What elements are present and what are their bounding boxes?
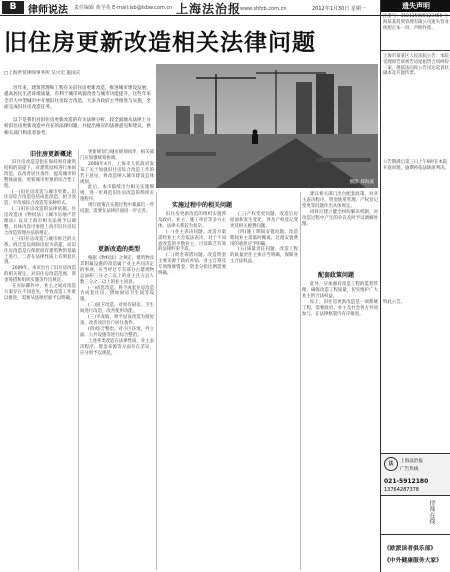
ad-logo: 法	[384, 457, 398, 471]
column-paragraph: 上述各类改造在法律性质、业主表决程序、资金来源等方面存在差异，应分别予以规范。	[80, 338, 154, 356]
section-title: 律师说法	[28, 5, 68, 16]
column-paragraph: (二)资金筹措问题。改造资金主要来源于政府补贴、业主自筹及专项维修资金，资金分担比例需要明确。	[158, 253, 226, 277]
sidebar-bottom-item: 《中外健康服务大家》	[384, 558, 442, 564]
column-paragraph: 旧住房改造是指在保持原有建筑结构的前提下，对建筑结构进行加固改造，以改善居住条件，提高城市的整体面貌，更新城市形象的综合性工程。	[4, 160, 76, 189]
column-paragraph: 同时应建立健全纠纷解决机制，对改造过程中产生的争议及时予以调解处理。	[302, 209, 378, 227]
article-column-2b	[80, 256, 154, 570]
column-paragraph: (三)产权变更问题。改造后房屋面积发生变化，涉及产权登记变更及相关税费问题。	[230, 212, 298, 229]
column-paragraph: (四)施工期间安置问题。改造期间业主需临时搬离，过渡安置费用的承担应予明确。	[230, 229, 298, 247]
column-paragraph: (三)平改坡。将平屋顶改造为坡屋顶，改善顶层住户居住条件。	[80, 315, 154, 326]
column-paragraph: (三)旧住房改造与城市拆迁的关系。拆迁是以拆除房屋为前提，而旧住房改造是在保留原有建筑物的基础上进行，二者在法律性质上有明显区别。	[4, 236, 76, 266]
notice-heading: 遗失声明	[381, 0, 450, 12]
construction-site-image	[156, 64, 378, 188]
column-paragraph: (一)旧住房改造与城市更新。旧住房综合改造包括成套改造、厨卫改造、平改坡综合改造等多种形式。	[4, 189, 76, 207]
editor-meta: 责任编辑 黄学英 E-mail:lsb@lsbw.com.cn	[74, 5, 173, 11]
column-paragraph: 旧住房更新改造的组织实施涉及政府、业主、施工单位等多方主体，法律关系较为复杂。	[158, 212, 226, 229]
sidebar-bottom-item: 《欧派读者俱乐部》	[384, 546, 437, 552]
column-paragraph: 建议相关部门出台配套政策，对业主表决程序、资金使用管理、产权登记变更等问题作出具体规定。	[302, 192, 378, 209]
column-paragraph: (五)质量责任问题。改造工程的质量责任主体应当明确，保障业主合法权益。	[230, 247, 298, 265]
article-photo	[156, 64, 378, 188]
sidebar-bottom-box	[381, 534, 450, 572]
advertisement-box	[381, 453, 450, 496]
ad-line: 广告热线	[400, 467, 419, 472]
newspaper-url: www.shfzb.com.cn	[240, 6, 287, 12]
column-paragraph: 此后，本市陆续出台相关实施细则，进一步规范旧住房改造的组织实施程序。	[80, 185, 154, 203]
notice-body: 注册号：310115000123456 上海某某投资管理有限公司遗失营业执照正本一份，声明作废。	[383, 14, 449, 31]
column-paragraph: 2008年4月，上海市人民政府发布了关于加强旧住房综合改造工作的若干意见，将改造纳入城市建设总体规划。	[80, 161, 154, 185]
article-column-2	[80, 150, 154, 240]
column-paragraph: (一)成套改造。将不成套住房改造为成套住房，增加厨房卫生间等设施。	[80, 285, 154, 303]
lead-paragraph: 近年来，建筑管理和工程有关旧住房更新改造，推进城市建设发展，提高居民生活环境质量，有利于城市风貌改善与城市功能提升。这些年来全市大中型城市中开展旧住房综合改造，大多为政府主导推进与实施，全面完成旧住房改造任务。	[4, 86, 152, 111]
column-paragraph: 2009年，本市出台了旧住房改造的相关规定，对旧住房改造范围、资金筹措和组织实施等作出规定。	[4, 266, 76, 284]
subhead-types: 更新改造的类型	[98, 246, 141, 253]
section-badge: B	[2, 1, 24, 14]
column-paragraph: (二)旧住房改造的法律依据。住房改造由《物权法》《城市房地产管理法》以及上海市相关法规予以调整，具体内容可参照上海市旧住房综合改造管理办法的规定。	[4, 207, 76, 236]
column-divider	[156, 192, 157, 570]
column-paragraph: 更新规划与城市规划同步，相关部门应加强统筹协调。	[80, 150, 154, 161]
sidebar-stamp-text: 律师在线	[428, 500, 435, 524]
column-divider	[300, 192, 301, 570]
subhead-implementation: 实施过程中的相关问题	[172, 202, 233, 209]
column-paragraph: (四)综合整治。对小区环境、外立面、公共设施等进行综合整治。	[80, 326, 154, 338]
article-column-1	[4, 160, 76, 570]
column-paragraph: (一)业主表决问题。改造方案需经业主大会依法表决，对于不同意改造的少数业主，目前缺乏有效的法律约束手段。	[158, 229, 226, 253]
sidebar-text: 上海市某某区人民法院公告：本院受理原告诉被告房屋租赁合同纠纷一案，现依法向你公告送达起诉状副本及开庭传票。	[383, 54, 449, 77]
lead-paragraph: 以下是我们对旧住房更新改造的有关法律分析，较全面地从法律上分析旧住房更新改造中存在的法律问题，并提出相应的法律意见和建议，供相关部门和读者参考。	[4, 118, 152, 136]
article-column-4	[302, 192, 378, 272]
subhead-overview: 旧住房更新概述	[30, 151, 73, 158]
ad-phone: 021-5912180	[384, 478, 429, 485]
ad-line: 上海法治报	[400, 459, 423, 464]
column-divider	[78, 150, 79, 570]
article-headline: 旧住房更新改造相关法律问题	[4, 30, 316, 56]
subhead-policy: 配套政策问题	[318, 272, 355, 279]
sidebar-text: 特此公告。	[383, 300, 405, 305]
column-paragraph: 根据《物权法》之规定，建筑物及其附属设施的改造属于业主共同决定的事项，应当经过专有部分占建筑物总面积三分之二以上的业主且占总人数三分之二以上的业主同意。	[80, 256, 154, 285]
ad-phone-mobile: 13764287378	[384, 487, 419, 493]
column-paragraph: 此外，应加强对改造工程的监督管理，确保改造工程质量，切实维护广大业主的合法权益。	[302, 282, 378, 299]
column-paragraph: 现行政策在实施过程中暴露出一些问题，需要在法律层面进一步完善。	[80, 203, 154, 215]
article-column-3	[158, 212, 298, 570]
column-paragraph: (二)厨卫改造。对原有厨房、卫生间进行改造，改善使用功能。	[80, 303, 154, 315]
sidebar-divider	[381, 50, 450, 51]
newspaper-masthead: 上海法治报	[176, 2, 242, 16]
article-column-4b	[302, 282, 378, 570]
sidebar-text: 公告期满后第三日上午9时在本院开庭审理，逾期将依法缺席判决。	[383, 160, 449, 171]
column-paragraph: 在实际操作中，业主之间对改造方案存在不同意见，导致改造工作难以推进，需要从法律层面予以明确。	[4, 284, 76, 301]
issue-date: 2012年1月30日 星期一	[312, 6, 366, 12]
column-paragraph: 综上，旧住房更新改造是一项系统工程，需要政府、业主及社会各方共同参与，在法律框架内有序推进。	[302, 299, 378, 317]
right-sidebar	[380, 0, 450, 572]
photo-credit: 摄影 郑海波	[349, 180, 374, 185]
article-byline: □上海世贸律师事务所 吴兴宏 施国庆	[4, 71, 81, 76]
